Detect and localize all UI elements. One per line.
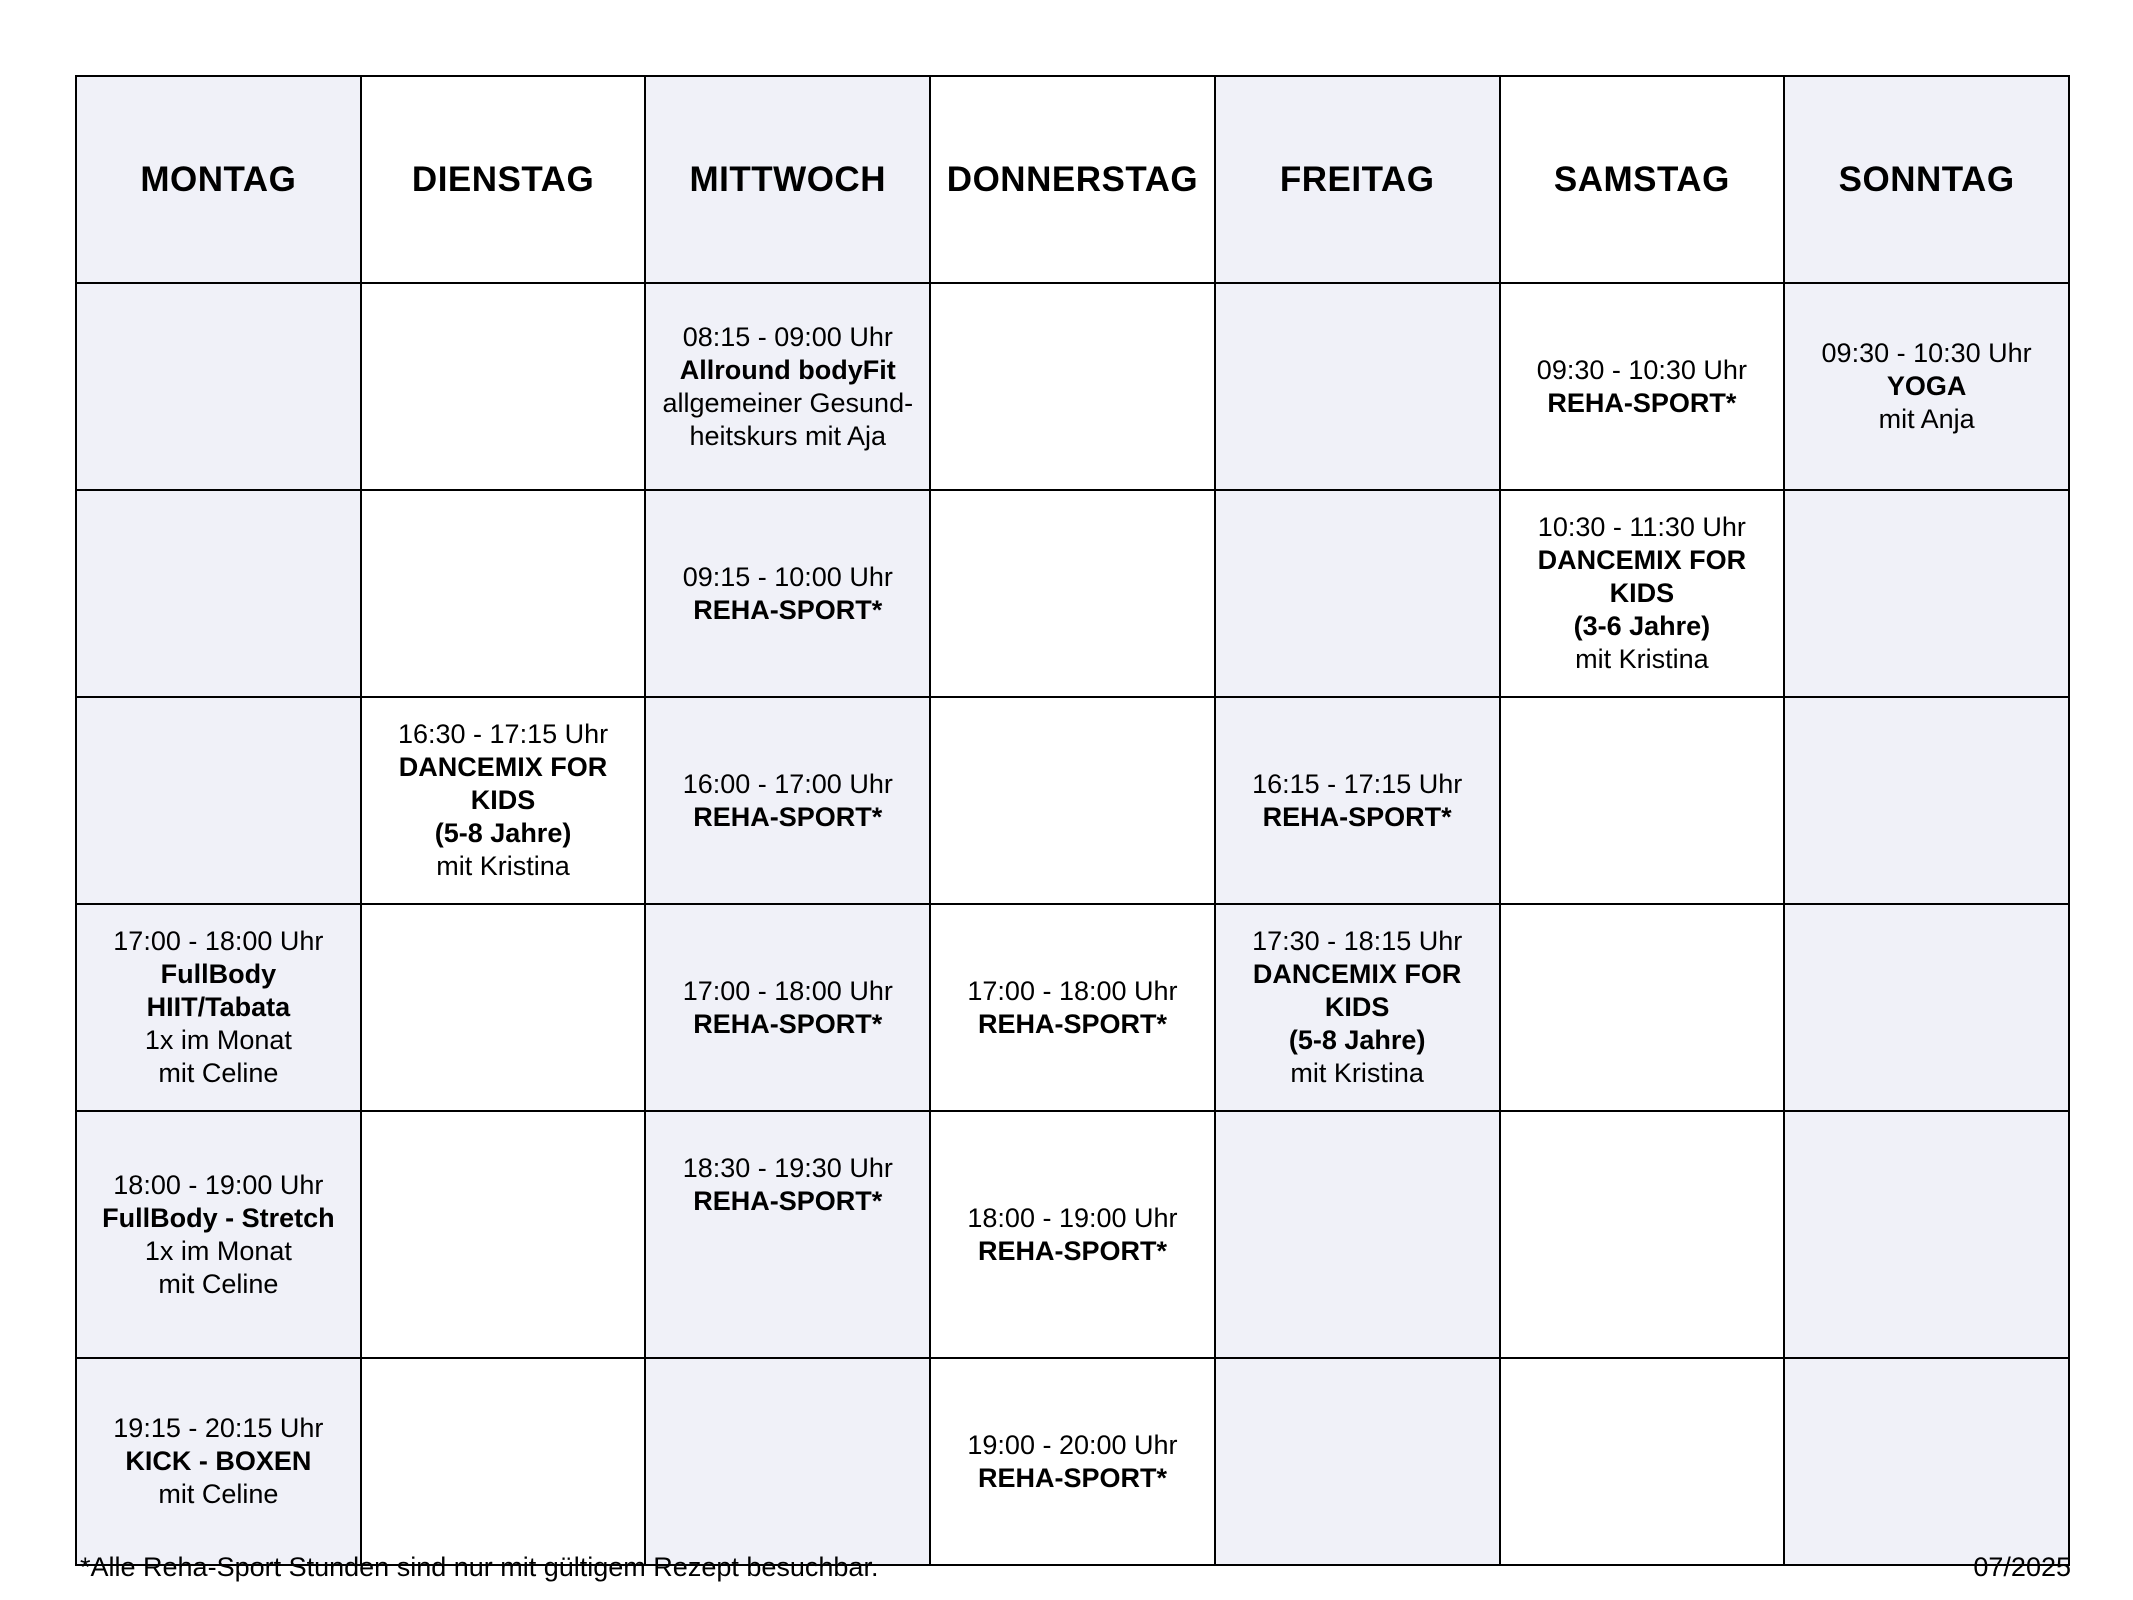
schedule-cell-samstag bbox=[1500, 697, 1785, 904]
day-header-samstag: SAMSTAG bbox=[1500, 76, 1785, 283]
schedule-cell-donnerstag bbox=[930, 1111, 1215, 1358]
class-time: 18:00 - 19:00 Uhr bbox=[113, 1169, 324, 1200]
schedule-cell-sonntag bbox=[1784, 1111, 2069, 1358]
class-title: Allround bodyFit bbox=[679, 354, 896, 385]
schedule-cell-samstag bbox=[1500, 1358, 1785, 1565]
schedule-cell-montag bbox=[76, 283, 361, 490]
class-title: (5-8 Jahre) bbox=[434, 818, 572, 848]
class-title: FullBody - Stretch bbox=[102, 1202, 335, 1233]
class-note: mit Kristina bbox=[1575, 644, 1709, 674]
day-header-row bbox=[76, 76, 2069, 283]
class-title: REHA-SPORT* bbox=[693, 594, 883, 625]
schedule-cell-freitag bbox=[1215, 490, 1500, 697]
class-title: DANCEMIX FOR KIDS bbox=[398, 752, 608, 815]
schedule-row bbox=[76, 1358, 2069, 1565]
schedule-cell-sonntag bbox=[1784, 1358, 2069, 1565]
schedule-cell-samstag bbox=[1500, 283, 1785, 490]
schedule-cell-sonntag bbox=[1784, 697, 2069, 904]
class-title: REHA-SPORT* bbox=[693, 801, 883, 832]
class-title: REHA-SPORT* bbox=[693, 1186, 883, 1216]
schedule-cell-mittwoch bbox=[645, 697, 930, 904]
schedule-cell-freitag bbox=[1215, 697, 1500, 904]
schedule-cell-freitag bbox=[1215, 1358, 1500, 1565]
schedule-cell-dienstag bbox=[361, 1111, 646, 1358]
schedule-cell-donnerstag bbox=[930, 1358, 1215, 1565]
day-header-donnerstag: DONNERSTAG bbox=[930, 76, 1215, 283]
schedule-cell-mittwoch bbox=[645, 283, 930, 490]
schedule-row bbox=[76, 904, 2069, 1111]
schedule-cell-donnerstag bbox=[930, 283, 1215, 490]
class-time: 16:15 - 17:15 Uhr bbox=[1252, 768, 1463, 799]
class-note: mit Kristina bbox=[1290, 1058, 1424, 1088]
class-time: 10:30 - 11:30 Uhr bbox=[1537, 512, 1746, 542]
schedule-cell-dienstag bbox=[361, 697, 646, 904]
class-time: 17:00 - 18:00 Uhr bbox=[682, 975, 893, 1006]
class-note: mit Celine bbox=[158, 1058, 279, 1088]
class-note: 1x im Monat bbox=[144, 1235, 292, 1266]
day-header-freitag: FREITAG bbox=[1215, 76, 1500, 283]
class-title: HIIT/Tabata bbox=[146, 992, 291, 1022]
class-title: (3-6 Jahre) bbox=[1573, 611, 1711, 641]
schedule-cell-sonntag bbox=[1784, 904, 2069, 1111]
schedule-table bbox=[75, 75, 2070, 1566]
class-note: allgemeiner Gesund- bbox=[662, 387, 914, 418]
class-title: REHA-SPORT* bbox=[693, 1008, 883, 1039]
schedule-cell-mittwoch bbox=[645, 490, 930, 697]
schedule-cell-freitag bbox=[1215, 1111, 1500, 1358]
schedule-cell-montag bbox=[76, 697, 361, 904]
class-time: 19:15 - 20:15 Uhr bbox=[113, 1413, 324, 1443]
class-time: 08:15 - 09:00 Uhr bbox=[682, 321, 893, 352]
class-note: heitskurs mit Aja bbox=[689, 420, 887, 451]
schedule-cell-mittwoch bbox=[645, 904, 930, 1111]
class-title: REHA-SPORT* bbox=[977, 1462, 1167, 1493]
schedule-cell-dienstag bbox=[361, 490, 646, 697]
class-time: 09:30 - 10:30 Uhr bbox=[1536, 354, 1747, 385]
class-time: 18:00 - 19:00 Uhr bbox=[967, 1202, 1178, 1233]
schedule-cell-samstag bbox=[1500, 904, 1785, 1111]
class-time: 17:30 - 18:15 Uhr bbox=[1252, 926, 1463, 956]
schedule-row bbox=[76, 1111, 2069, 1358]
class-time: 16:00 - 17:00 Uhr bbox=[682, 768, 893, 799]
class-note: mit Celine bbox=[158, 1268, 279, 1299]
schedule-cell-dienstag bbox=[361, 904, 646, 1111]
class-note: 1x im Monat bbox=[144, 1025, 292, 1055]
class-title: KICK - BOXEN bbox=[125, 1446, 312, 1476]
schedule-row bbox=[76, 283, 2069, 490]
class-title: REHA-SPORT* bbox=[1262, 801, 1452, 832]
class-title: REHA-SPORT* bbox=[977, 1008, 1167, 1039]
class-note: mit Kristina bbox=[436, 851, 570, 881]
class-time: 17:00 - 18:00 Uhr bbox=[113, 926, 324, 956]
class-time: 16:30 - 17:15 Uhr bbox=[397, 719, 609, 749]
class-title: (5-8 Jahre) bbox=[1288, 1025, 1426, 1055]
schedule-cell-sonntag bbox=[1784, 490, 2069, 697]
schedule-cell-sonntag bbox=[1784, 283, 2069, 490]
schedule-cell-montag bbox=[76, 490, 361, 697]
schedule-cell-freitag bbox=[1215, 904, 1500, 1111]
class-title: REHA-SPORT* bbox=[977, 1235, 1167, 1266]
class-time: 09:15 - 10:00 Uhr bbox=[682, 561, 893, 592]
schedule-cell-montag bbox=[76, 904, 361, 1111]
schedule-cell-dienstag bbox=[361, 283, 646, 490]
schedule-cell-donnerstag bbox=[930, 904, 1215, 1111]
class-title: REHA-SPORT* bbox=[1547, 387, 1737, 418]
schedule-cell-freitag bbox=[1215, 283, 1500, 490]
class-title: YOGA bbox=[1886, 371, 1967, 401]
class-note: mit Celine bbox=[158, 1479, 279, 1509]
day-header-montag: MONTAG bbox=[76, 76, 361, 283]
schedule-row bbox=[76, 697, 2069, 904]
day-header-mittwoch: MITTWOCH bbox=[645, 76, 930, 283]
schedule-cell-dienstag bbox=[361, 1358, 646, 1565]
footnote: *Alle Reha-Sport Stunden sind nur mit gültigem Rezept besuchbar. bbox=[80, 1552, 879, 1582]
class-title: DANCEMIX FOR KIDS bbox=[1537, 545, 1747, 608]
class-time: 19:00 - 20:00 Uhr bbox=[967, 1429, 1178, 1460]
class-note: mit Anja bbox=[1878, 404, 1975, 434]
schedule-cell-mittwoch bbox=[645, 1111, 930, 1358]
schedule-cell-mittwoch bbox=[645, 1358, 930, 1565]
class-time: 09:30 - 10:30 Uhr bbox=[1821, 338, 2032, 368]
schedule-body bbox=[76, 283, 2069, 1565]
day-header-dienstag: DIENSTAG bbox=[361, 76, 646, 283]
schedule-cell-montag bbox=[76, 1358, 361, 1565]
date-stamp: 07/2025 bbox=[1973, 1552, 2071, 1582]
day-header-sonntag: SONNTAG bbox=[1784, 76, 2069, 283]
schedule-cell-donnerstag bbox=[930, 490, 1215, 697]
schedule-cell-samstag bbox=[1500, 490, 1785, 697]
class-time: 17:00 - 18:00 Uhr bbox=[967, 975, 1178, 1006]
schedule-cell-montag bbox=[76, 1111, 361, 1358]
schedule-row bbox=[76, 490, 2069, 697]
class-title: DANCEMIX FOR KIDS bbox=[1252, 959, 1462, 1022]
schedule-cell-samstag bbox=[1500, 1111, 1785, 1358]
class-time: 18:30 - 19:30 Uhr bbox=[682, 1153, 893, 1183]
schedule-cell-donnerstag bbox=[930, 697, 1215, 904]
class-title: FullBody bbox=[160, 959, 277, 989]
